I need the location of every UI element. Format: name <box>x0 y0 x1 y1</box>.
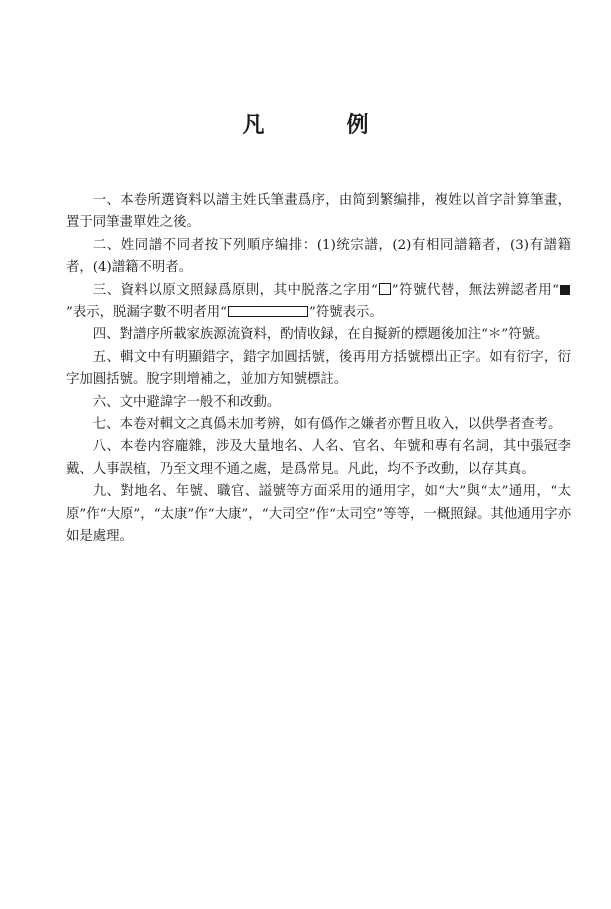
illegible-char-square-symbol <box>560 285 570 295</box>
rule-item-3-part-1: 三、資料以原文照録爲原則，其中脱落之字用“ <box>92 282 378 298</box>
rule-item-9: 九、對地名、年號、職官、謚號等方面采用的通用字，如“大”與“太”通用，“太原”作“大原”，“太康”作“大康”，“大司空”作“太司空”等等，一概照録。其他通用字亦如是處理。 <box>66 484 571 545</box>
rule-item-4: 四、對譜序所載家族源流資料，酌情收録，在自擬新的標題後加注“＊”符號。 <box>92 327 549 343</box>
rule-item-3 <box>66 280 571 325</box>
rule-item-1: 一、本卷所選資料以譜主姓氏筆畫爲序，由简到繁编排，複姓以首字計算筆畫，置于同筆畫單姓之後。 <box>66 193 571 231</box>
rule-item-7: 七、本卷对輯文之真僞未加考辨，如有僞作之嫌者亦暫且收入，以供學者查考。 <box>92 417 562 433</box>
page-title: 凡 例 <box>242 112 399 138</box>
rule-item-8: 八、本卷内容龐雜，涉及大量地名、人名、官名、年號和專有名詞，其中張冠李戴、人事誤植，乃至文理不通之處，是爲常見。凡此，均不予改動，以存其真。 <box>66 439 571 477</box>
rule-item-3-part-3: ”表示，脱漏字數不明者用“ <box>66 305 227 321</box>
rule-item-6: 六、文中避諱字一般不和改動。 <box>92 394 281 410</box>
rule-item-3-part-2: ”符號代替，無法辨認者用“ <box>391 282 559 298</box>
rule-item-3-part-4: ”符號表示。 <box>309 305 383 321</box>
rule-item-2: 二、姓同譜不同者按下列順序编排：(1)统宗譜，(2)有相同譜籍者，(3)有譜籍者，(4)譜籍不明者。 <box>66 237 571 276</box>
missing-char-box-symbol <box>379 283 391 295</box>
unknown-length-bar-symbol <box>228 306 308 317</box>
rules-list <box>66 190 571 549</box>
rule-item-5: 五、輯文中有明顯錯字，錯字加圓括號，後再用方括號標出正字。如有衍字，衍字加圓括號。脫字則增補之，並加方知號標註。 <box>66 349 571 388</box>
